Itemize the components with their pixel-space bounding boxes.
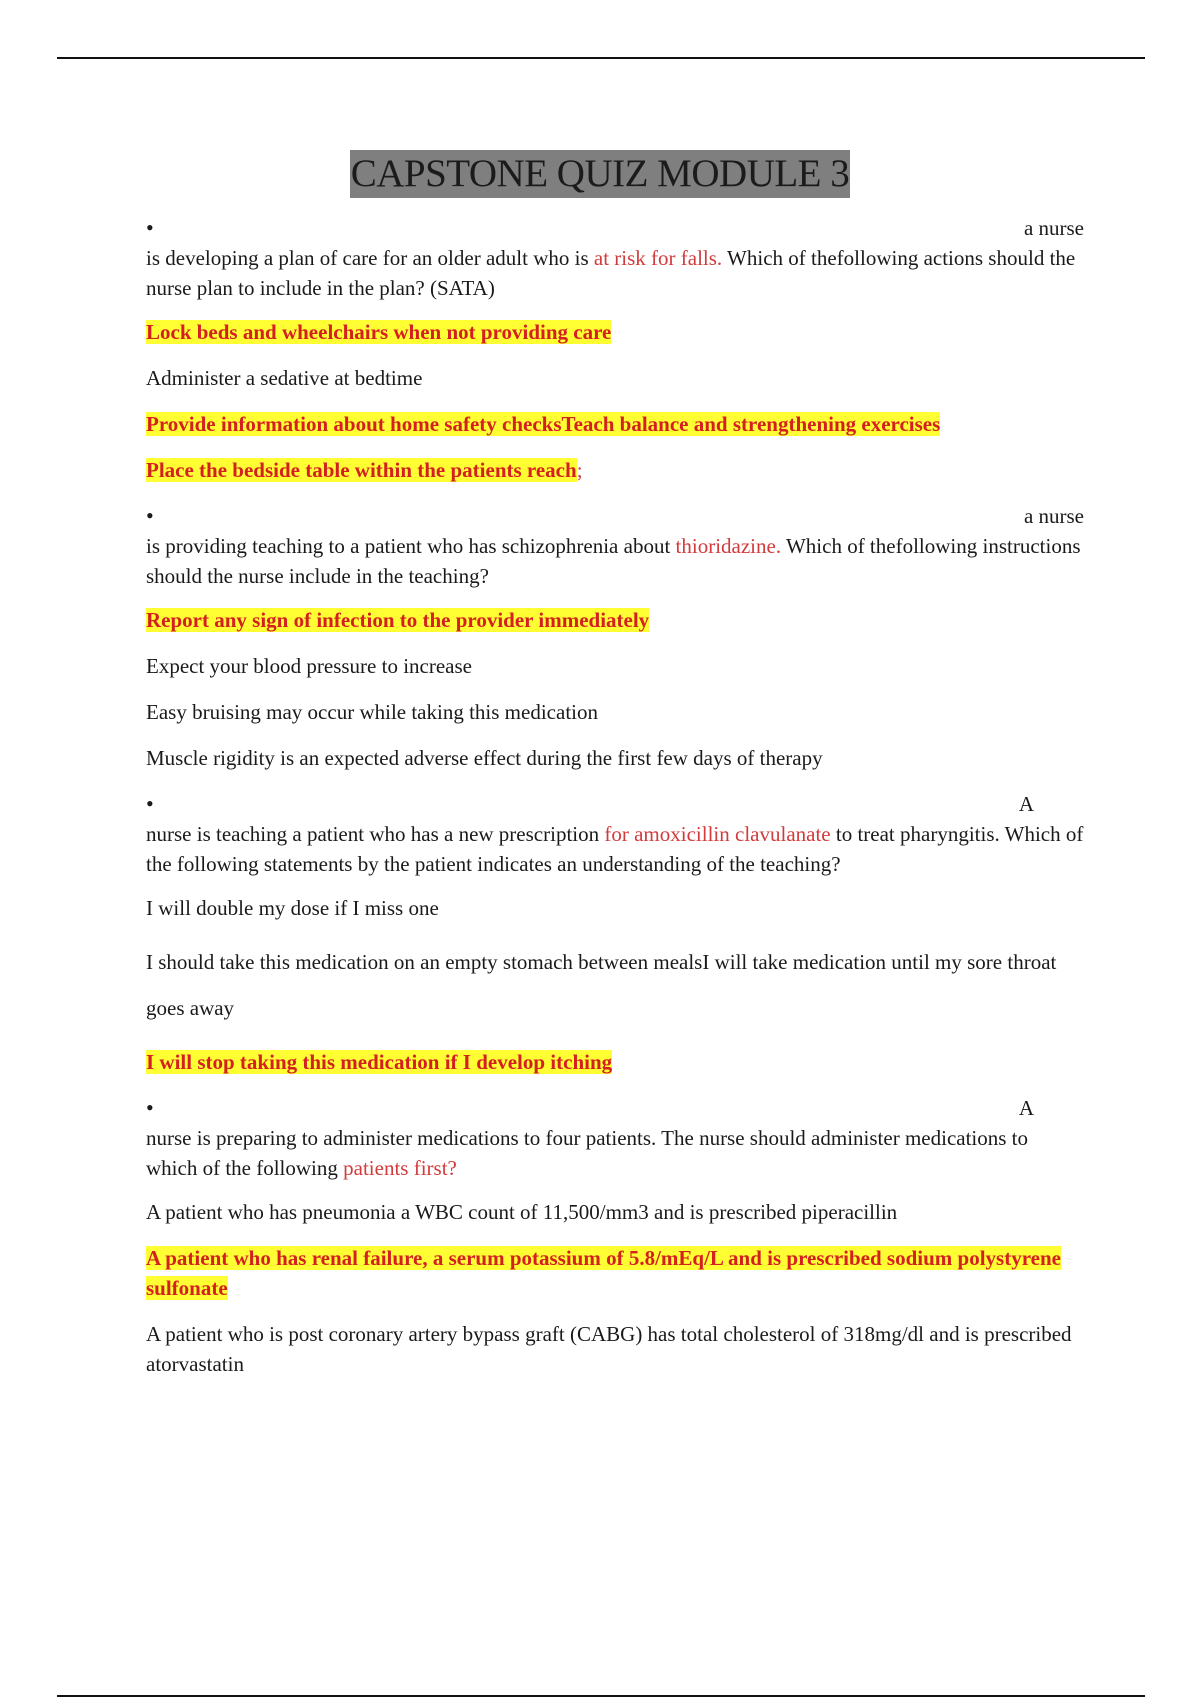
answer-option [146,409,1084,439]
question-1 [146,213,1084,485]
answer-option: Expect your blood pressure to increase [146,654,472,678]
answer-option: A patient who has pneumonia a WBC count of 11,500/mm3 and is prescribed piperacillin [146,1200,898,1224]
correct-answer: Place the bedside table within the patients reach [146,458,577,482]
answer-option: Easy bruising may occur while taking this medication [146,700,598,724]
correct-answer: Provide information about home safety checksTeach balance and strengthening exercises [146,412,941,436]
top-rule [57,57,1145,59]
answer-option: Muscle rigidity is an expected adverse effect during the first few days of therapy [146,746,823,770]
correct-answer: I will stop taking this medication if I develop itching [146,1050,613,1074]
answer-option [146,317,1084,347]
question-text: is providing teaching to a patient who has schizophrenia about thioridazine. Which of thefollowing instructions should the nurse include in the teaching? [146,534,1081,588]
bottom-rule [57,1695,1145,1697]
answer-option: I will double my dose if I miss one [146,896,439,920]
question-highlight: patients first? [343,1156,457,1180]
quiz-content [146,213,1084,1395]
question-highlight: at risk for falls. [593,246,723,270]
answer-option: Place the bedside table within the patients reach; [146,458,583,482]
answer-option [146,605,1084,635]
correct-answer: Lock beds and wheelchairs when not providing care [146,320,612,344]
bullet-icon: • [146,1095,154,1120]
correct-answer: A patient who has renal failure, a serum potassium of 5.8/mEq/L and is prescribed sodium polystyrene sulfonate [146,1246,1061,1300]
answer-option: A patient who is post coronary artery bypass graft (CABG) has total cholesterol of 318mg/dl and is prescribed atorvastatin [146,1322,1072,1376]
correct-answer: Report any sign of infection to the provider immediately [146,608,650,632]
question-lead: A [1018,792,1034,816]
question-3 [146,789,1084,1077]
page-title: CAPSTONE QUIZ MODULE 3 [350,150,851,198]
question-2 [146,501,1084,773]
question-text: nurse is teaching a patient who has a new prescription for amoxicillin clavulanate to treat pharyngitis. Which of the following statements by the patient indicates an understanding of the teaching? [146,822,1084,876]
bullet-icon: • [146,503,154,528]
answer-option [146,1243,1084,1303]
question-text: is developing a plan of care for an older adult who is at risk for falls. Which of thefollowing actions should the nurse plan to include in the plan? (SATA) [146,246,1076,300]
question-lead: a nurse [1023,216,1084,240]
question-lead: A [1018,1096,1034,1120]
bullet-icon: • [146,791,154,816]
question-lead: a nurse [1023,504,1084,528]
bullet-icon: • [146,215,154,240]
question-highlight: thioridazine. [675,534,782,558]
question-4 [146,1093,1084,1379]
answer-option [146,1047,1084,1077]
answer-option: I should take this medication on an empty stomach between mealsI will take medication until my sore throat goes away [146,950,1057,1020]
question-highlight: for amoxicillin clavulanate [604,822,831,846]
answer-option: Administer a sedative at bedtime [146,366,423,390]
question-text: nurse is preparing to administer medications to four patients. The nurse should administer medications to which of the following patients first? [146,1126,1029,1180]
